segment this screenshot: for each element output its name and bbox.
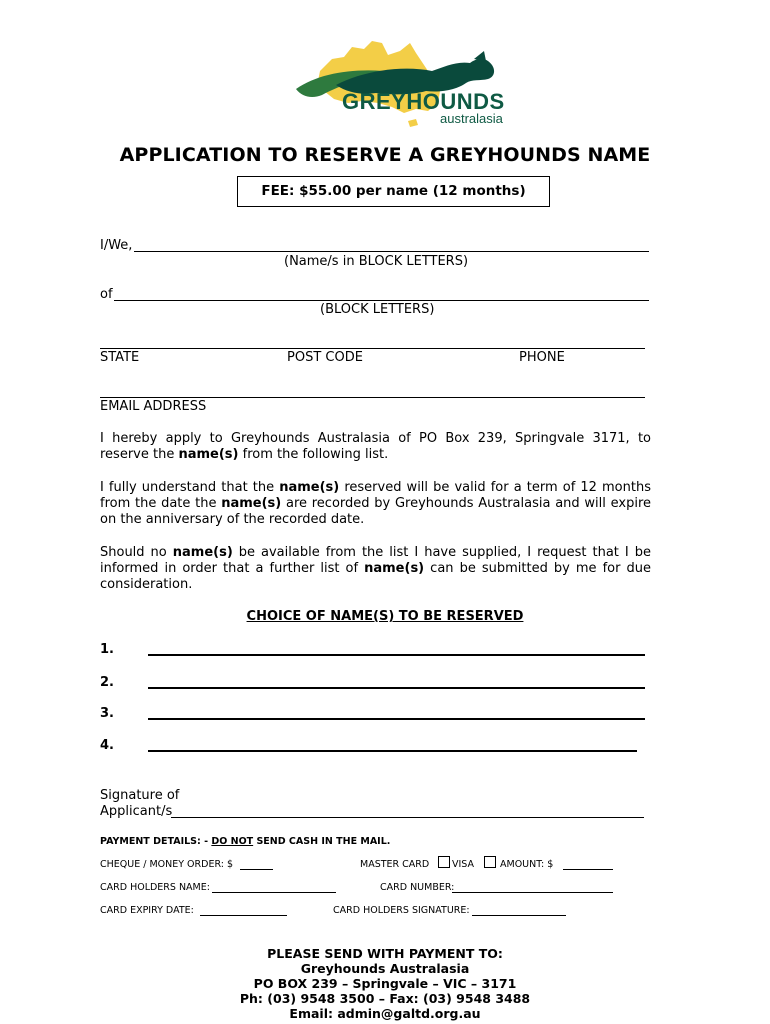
of-label: of (100, 287, 113, 302)
mailing-address-block (0, 946, 770, 1021)
email-field[interactable] (100, 397, 645, 398)
fee-box: FEE: $55.00 per name (12 months) (237, 176, 550, 207)
cheque-label: CHEQUE / MONEY ORDER: $ (100, 859, 234, 870)
card-signature-label: CARD HOLDERS SIGNATURE: (333, 905, 470, 916)
footer-email: Email: admin@galtd.org.au (289, 1006, 481, 1021)
amount-field[interactable] (563, 869, 613, 870)
visa-label: VISA (452, 859, 475, 870)
mastercard-label: MASTER CARD (360, 859, 430, 870)
paragraph-unavailable: Should no name(s) be available from the list I have supplied, I request that I be informed in order that a further list of name(s) can be submitted by me for due consideration. (100, 545, 651, 592)
greyhounds-australasia-logo (292, 37, 508, 129)
page-title: APPLICATION TO RESERVE A GREYHOUNDS NAME (119, 144, 651, 166)
choice-field-1[interactable] (148, 653, 645, 656)
payment-heading: PAYMENT DETAILS: - DO NOT SEND CASH IN THE MAIL. (100, 836, 391, 847)
state-label: STATE (100, 350, 140, 365)
iwe-label: I/We, (100, 238, 133, 253)
footer-organisation: Greyhounds Australasia (300, 961, 470, 976)
choice-heading: CHOICE OF NAME(S) TO BE RESERVED (246, 609, 524, 624)
card-expiry-label: CARD EXPIRY DATE: (100, 905, 194, 916)
choice-number-3: 3. (100, 706, 114, 721)
choice-number-2: 2. (100, 675, 114, 690)
names-caption: (Name/s in BLOCK LETTERS) (284, 254, 469, 269)
cheque-amount-field[interactable] (240, 869, 273, 870)
choice-number-4: 4. (100, 738, 114, 753)
signature-field[interactable] (171, 817, 644, 818)
amount-checkbox[interactable] (484, 856, 496, 868)
phone-label: PHONE (519, 350, 565, 365)
logo-word-australasia: australasia (440, 111, 503, 126)
tasmania-shape (408, 119, 418, 127)
card-number-label: CARD NUMBER: (380, 882, 455, 893)
footer-instruction: PLEASE SEND WITH PAYMENT TO: (267, 946, 503, 961)
card-holders-name-label: CARD HOLDERS NAME: (100, 882, 210, 893)
card-number-field[interactable] (452, 892, 613, 893)
footer-phone-fax: Ph: (03) 9548 3500 – Fax: (03) 9548 3488 (239, 991, 531, 1006)
logo-word-greyhounds: GREYHOUNDS (342, 89, 505, 114)
footer-po-box: PO BOX 239 – Springvale – VIC – 3171 (253, 976, 517, 991)
card-signature-field[interactable] (472, 915, 566, 916)
amount-label: AMOUNT: $ (500, 859, 554, 870)
address-field[interactable] (114, 300, 649, 301)
signature-label: Signature of Applicant/s (100, 788, 180, 819)
postcode-label: POST CODE (287, 350, 363, 365)
names-field[interactable] (134, 251, 649, 252)
choice-field-3[interactable] (148, 717, 645, 720)
state-postcode-phone-field[interactable] (100, 348, 645, 349)
paragraph-apply: I hereby apply to Greyhounds Australasia of PO Box 239, Springvale 3171, to reserve the name(s) from the following list. (100, 431, 651, 462)
card-holders-name-field[interactable] (212, 892, 336, 893)
address-caption: (BLOCK LETTERS) (320, 302, 435, 317)
choice-field-2[interactable] (148, 686, 645, 689)
visa-checkbox[interactable] (438, 856, 450, 868)
choice-field-4[interactable] (148, 749, 637, 752)
choice-number-1: 1. (100, 642, 114, 657)
paragraph-validity: I fully understand that the name(s) reserved will be valid for a term of 12 months from the date the name(s) are recorded by Greyhounds Australasia and will expire on the anniversary of the recorded date. (100, 480, 651, 527)
card-expiry-field[interactable] (200, 915, 287, 916)
greyhound-ear-shape (474, 51, 486, 61)
email-label: EMAIL ADDRESS (100, 399, 207, 414)
